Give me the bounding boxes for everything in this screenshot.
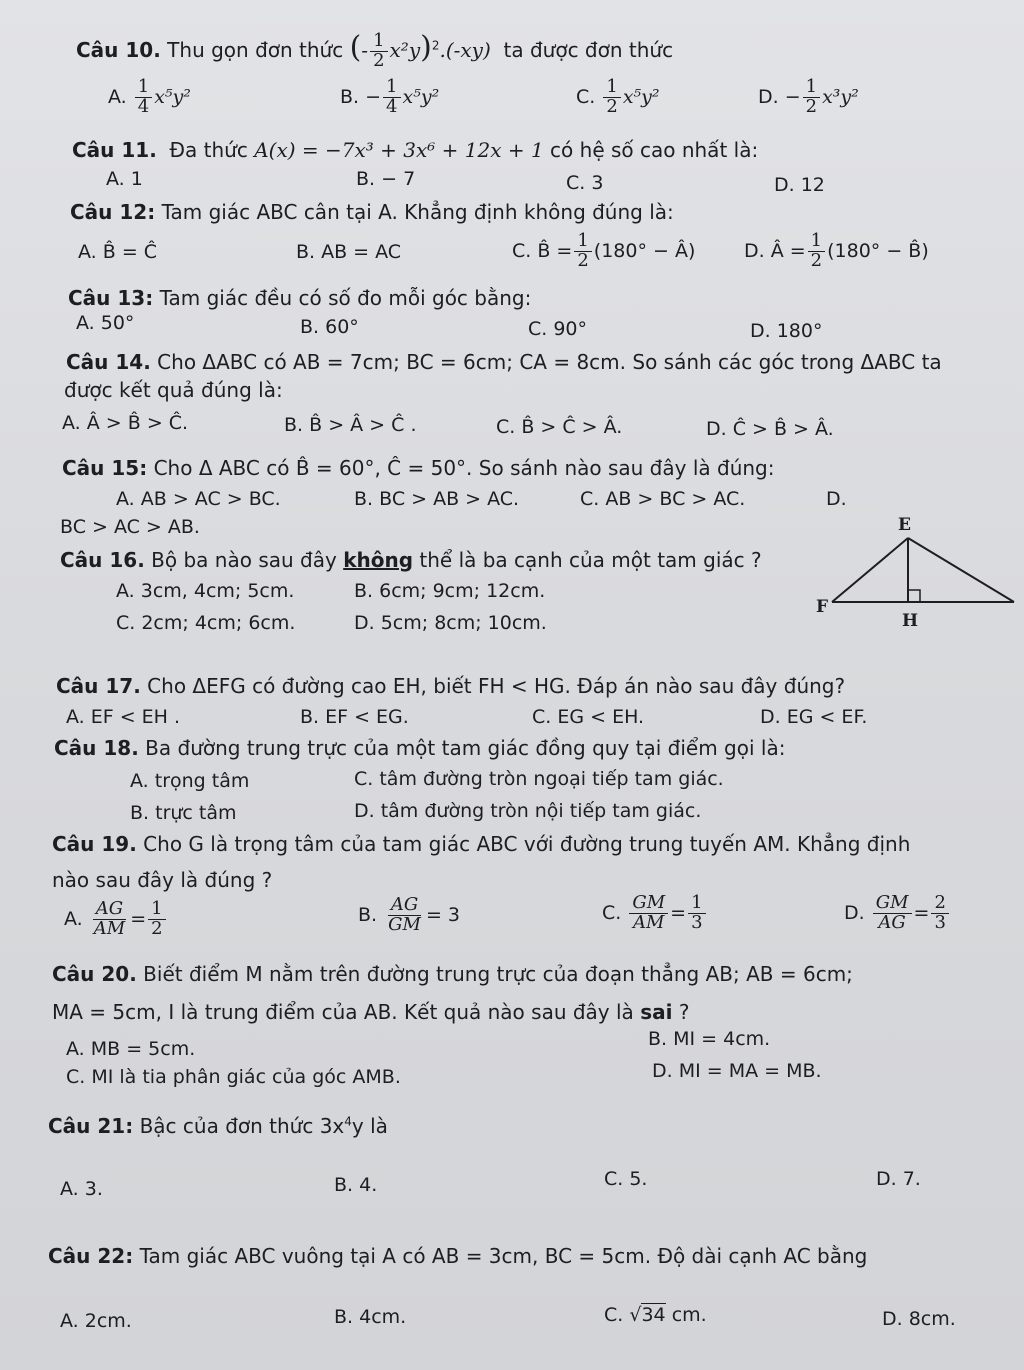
q20-option-c[interactable]: C. MI là tia phân giác của góc AMB.: [66, 1066, 401, 1088]
q22-option-d[interactable]: D. 8cm.: [882, 1308, 956, 1330]
q14-option-b[interactable]: B. B̂ > Â > Ĉ .: [284, 414, 417, 436]
q15-option-c[interactable]: C. AB > BC > AC.: [580, 488, 746, 510]
q11-option-c[interactable]: C. 3: [566, 172, 604, 194]
q18-option-c[interactable]: C. tâm đường tròn ngoại tiếp tam giác.: [354, 768, 724, 790]
q20-option-a[interactable]: A. MB = 5cm.: [66, 1038, 196, 1060]
q17-option-a[interactable]: A. EF < EH .: [66, 706, 181, 728]
q15-option-a[interactable]: A. AB > AC > BC.: [116, 488, 281, 510]
q13-option-a[interactable]: A. 50°: [76, 312, 135, 334]
q21-option-a[interactable]: A. 3.: [60, 1178, 103, 1200]
segment-ef: [832, 538, 908, 602]
q16-stem: Câu 16. Bộ ba nào sau đây không thể là ba cạnh của một tam giác ?: [60, 548, 762, 572]
q20-stem-line2: MA = 5cm, I là trung điểm của AB. Kết quả nào sau đây là sai ?: [52, 1000, 690, 1024]
q16-option-d[interactable]: D. 5cm; 8cm; 10cm.: [354, 612, 547, 634]
q20-option-d[interactable]: D. MI = MA = MB.: [652, 1060, 822, 1082]
q10-stem: Câu 10. Thu gọn đơn thức (- $\frac{1}{2}$ x²y)$^2$.(-xy) ta được đơn thức: [76, 30, 674, 71]
q18-option-d[interactable]: D. tâm đường tròn nội tiếp tam giác.: [354, 800, 702, 822]
q22-option-b[interactable]: B. 4cm.: [334, 1306, 407, 1328]
segment-eg: [908, 538, 1014, 602]
q22-option-a[interactable]: A. 2cm.: [60, 1310, 132, 1332]
q17-option-b[interactable]: B. EF < EG.: [300, 706, 409, 728]
triangle-efg-figure: [808, 508, 1024, 632]
q12-stem: Câu 12: Tam giác ABC cân tại A. Khẳng định không đúng là:: [70, 200, 674, 224]
q11-option-b[interactable]: B. − 7: [356, 168, 416, 190]
q13-option-c[interactable]: C. 90°: [528, 318, 588, 340]
q10-option-d[interactable]: D. − $\frac{1}{2}$ x³y²: [758, 76, 859, 117]
q17-stem: Câu 17. Cho ΔEFG có đường cao EH, biết FH < HG. Đáp án nào sau đây đúng?: [56, 674, 846, 698]
q14-stem: Câu 14. Cho ΔABC có AB = 7cm; BC = 6cm; CA = 8cm. So sánh các góc trong ΔABC ta: [66, 350, 942, 374]
q14-stem-line2: được kết quả đúng là:: [64, 378, 283, 402]
q14-option-d[interactable]: D. Ĉ > B̂ > Â.: [706, 418, 834, 440]
q19-stem: Câu 19. Cho G là trọng tâm của tam giác ABC với đường trung tuyến AM. Khẳng định: [52, 832, 911, 856]
q10-option-c[interactable]: C. $\frac{1}{2}$ x⁵y²: [576, 76, 660, 117]
q18-option-a[interactable]: A. trọng tâm: [130, 770, 250, 792]
q21-option-b[interactable]: B. 4.: [334, 1174, 378, 1196]
q11-stem: Câu 11. Đa thức A(x) = −7x³ + 3x⁶ + 12x + 1 có hệ số cao nhất là:: [72, 138, 759, 162]
q14-option-a[interactable]: A. Â > B̂ > Ĉ.: [62, 412, 189, 434]
q12-option-a[interactable]: A. B̂ = Ĉ: [78, 241, 158, 263]
label-f: F: [816, 597, 829, 617]
q16-option-b[interactable]: B. 6cm; 9cm; 12cm.: [354, 580, 546, 602]
q11-option-a[interactable]: A. 1: [106, 168, 143, 190]
q21-option-d[interactable]: D. 7.: [876, 1168, 921, 1190]
q16-option-c[interactable]: C. 2cm; 4cm; 6cm.: [116, 612, 296, 634]
q10-option-b[interactable]: B. − $\frac{1}{4}$ x⁵y²: [340, 76, 440, 117]
q13-option-d[interactable]: D. 180°: [750, 320, 823, 342]
q21-option-c[interactable]: C. 5.: [604, 1168, 648, 1190]
q10-option-a[interactable]: A. $\frac{1}{4}$ x⁵y²: [108, 76, 191, 117]
q20-stem: Câu 20. Biết điểm M nằm trên đường trung trực của đoạn thẳng AB; AB = 6cm;: [52, 962, 853, 986]
q19-option-c[interactable]: C. $\frac{GM}{AM}$ = $\frac{1}{3}$: [602, 894, 708, 933]
q21-stem: Câu 21: Bậc của đơn thức $3x^4y$ là: [48, 1114, 388, 1138]
label-e: E: [898, 515, 911, 535]
q13-option-b[interactable]: B. 60°: [300, 316, 359, 338]
sqrt-symbol: √: [629, 1304, 642, 1326]
q10-frac: $\frac{1}{2}$: [370, 32, 387, 71]
q17-option-d[interactable]: D. EG < EF.: [760, 706, 868, 728]
q11-option-d[interactable]: D. 12: [774, 174, 825, 196]
label-h: H: [902, 611, 919, 631]
q18-stem: Câu 18. Ba đường trung trực của một tam giác đồng quy tại điểm gọi là:: [54, 736, 786, 760]
q12-option-c[interactable]: C. B̂ = $\frac{1}{2}$ (180° − Â): [512, 230, 696, 271]
q13-stem: Câu 13: Tam giác đều có số đo mỗi góc bằng:: [68, 286, 532, 310]
q18-option-b[interactable]: B. trực tâm: [130, 802, 237, 824]
q15-option-d[interactable]: BC > AC > AB.: [60, 516, 200, 538]
q14-option-c[interactable]: C. B̂ > Ĉ > Â.: [496, 416, 623, 438]
q20-option-b[interactable]: B. MI = 4cm.: [648, 1028, 771, 1050]
q19-stem-line2: nào sau đây là đúng ?: [52, 868, 273, 892]
right-angle-mark: [908, 590, 920, 602]
q22-stem: Câu 22: Tam giác ABC vuông tại A có AB = 3cm, BC = 5cm. Độ dài cạnh AC bằng: [48, 1244, 868, 1268]
q15-option-b[interactable]: B. BC > AB > AC.: [354, 488, 520, 510]
q12-option-b[interactable]: B. AB = AC: [296, 241, 402, 263]
q12-option-d[interactable]: D. Â = $\frac{1}{2}$ (180° − B̂): [744, 230, 929, 271]
q19-option-d[interactable]: D. $\frac{GM}{AG}$ = $\frac{2}{3}$: [844, 894, 951, 933]
q17-option-c[interactable]: C. EG < EH.: [532, 706, 645, 728]
q19-option-a[interactable]: A. $\frac{AG}{AM}$ = $\frac{1}{2}$: [64, 900, 168, 939]
q15-stem: Câu 15: Cho Δ ABC có B̂ = 60°, Ĉ = 50°. So sánh nào sau đây là đúng:: [62, 456, 775, 480]
q16-option-a[interactable]: A. 3cm, 4cm; 5cm.: [116, 580, 295, 602]
q22-option-c[interactable]: C. √34 cm.: [604, 1304, 707, 1326]
q19-option-b[interactable]: B. $\frac{AG}{GM}$ = 3: [358, 894, 460, 935]
q15-option-d-label[interactable]: D.: [826, 488, 847, 510]
